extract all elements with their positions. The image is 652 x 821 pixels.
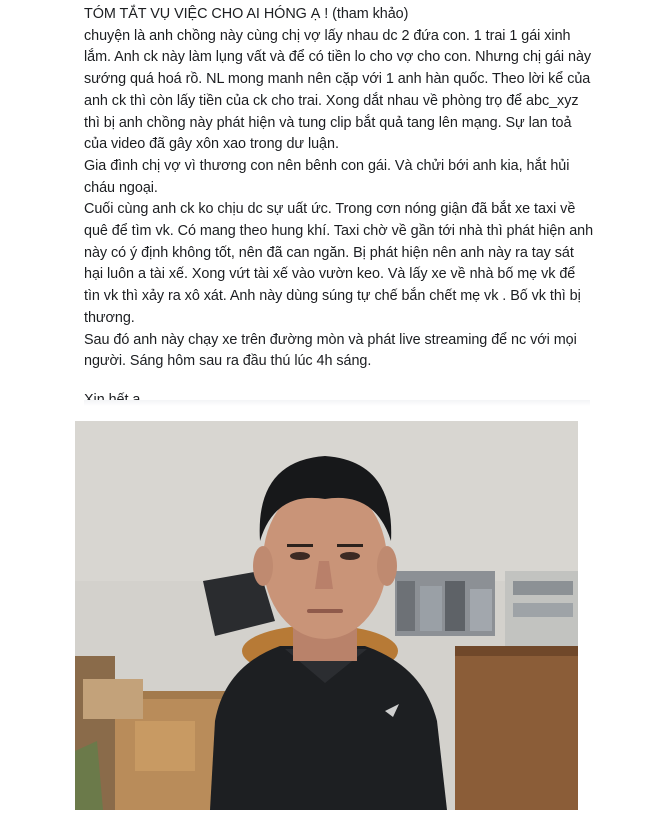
- post-paragraph-1: chuyện là anh chồng này cùng chị vợ lấy nhau dc 2 đứa con. 1 trai 1 gái xinh lắm. Anh ck này làm lụng vất và để có tiền lo cho vợ cho con. Nhưng chị gái này sướng quá hoá rồ. NL mong manh nên cặp với 1 anh hàn quốc. Theo lời kể của anh ck thì còn lấy tiền của ck cho trai. Xong dắt nhau về phòng trọ để abc_xyz thì bị anh chồng này phát hiện và tung clip bắt quả tang lên mạng. Sự lan toả của video đã gây xôn xao trong dư luận.: [84, 27, 592, 153]
- post-paragraph-4: Sau đó anh này chạy xe trên đường mòn và phát live streaming để nc với mọi người. Sáng hôm sau ra đầu thú lúc 4h sáng.: [84, 331, 577, 370]
- post-title: TÓM TẮT VỤ VIỆC CHO AI HÓNG Ạ ! (tham khảo): [84, 6, 409, 22]
- post-divider: [84, 400, 590, 406]
- post-paragraph-2: Gia đình chị vợ vì thương con nên bênh con gái. Và chửi bới anh kia, hắt hủi cháu ngoại.: [84, 157, 570, 196]
- portrait-image: [75, 421, 578, 810]
- paragraph-spacer: [84, 373, 594, 390]
- post-body: [84, 4, 594, 412]
- post-paragraph-3: Cuối cùng anh ck ko chịu dc sự uất ức. Trong cơn nóng giận đã bắt xe taxi về quê để tìm vk. Có mang theo hung khí. Taxi chờ về gần tới nhà thì phát hiện anh này có ý định không tốt, nên đã can ngăn. Bị phát hiện nên anh này ra tay sát hại luôn a tài xế. Xong vứt tài xế vào vườn keo. Và lấy xe về nhà bố mẹ vk để tìn vk thì xảy ra xô xát. Anh này dùng súng tự chế bắn chết mẹ vk . Bố vk thì bị thương.: [84, 201, 594, 326]
- post-photo[interactable]: [75, 421, 578, 810]
